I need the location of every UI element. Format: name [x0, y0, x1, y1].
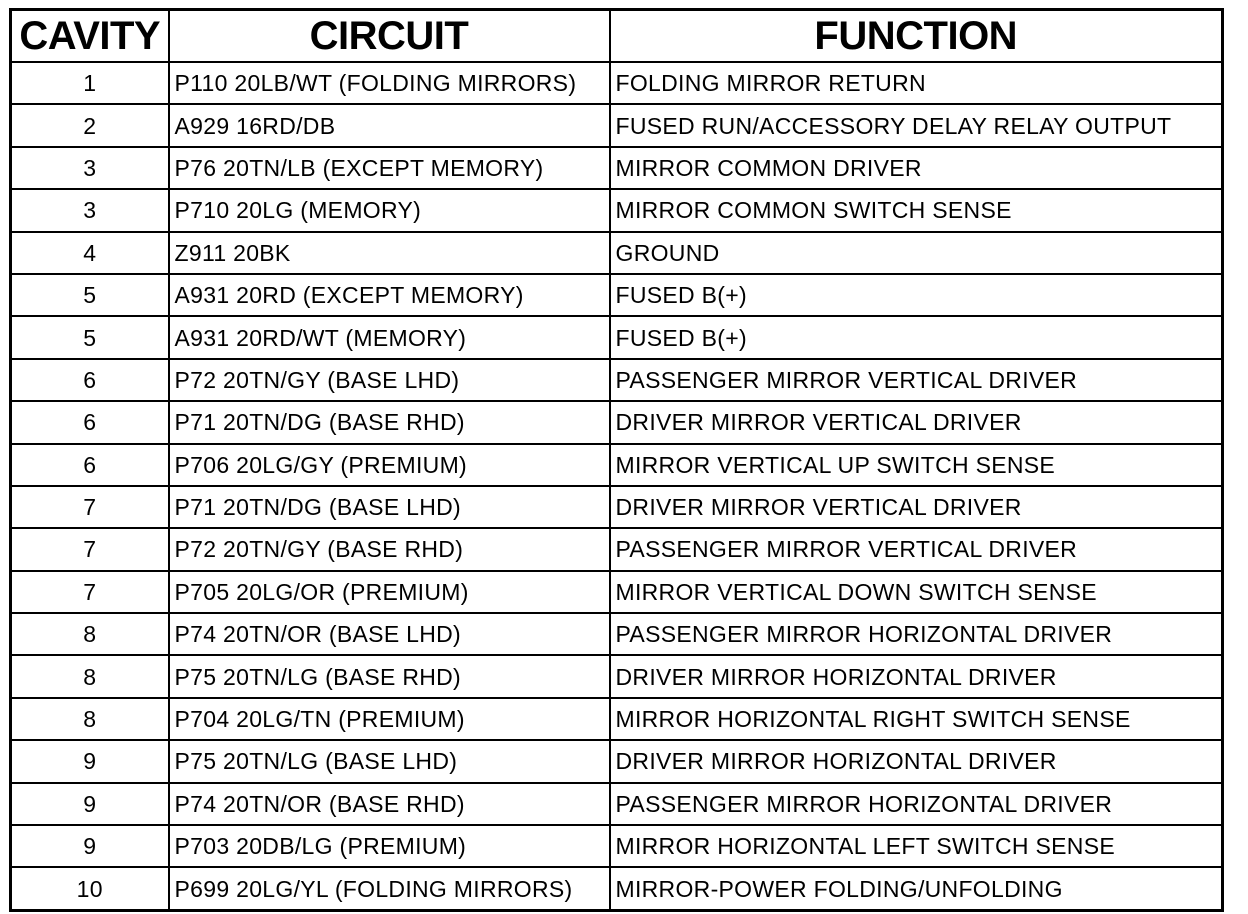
cavity-cell: 6	[11, 444, 169, 486]
cavity-cell: 3	[11, 189, 169, 231]
cavity-cell: 9	[11, 825, 169, 867]
cavity-cell: 7	[11, 528, 169, 570]
function-cell: FUSED B(+)	[610, 316, 1223, 358]
function-cell: FUSED RUN/ACCESSORY DELAY RELAY OUTPUT	[610, 104, 1223, 146]
function-cell: MIRROR COMMON SWITCH SENSE	[610, 189, 1223, 231]
function-cell: MIRROR VERTICAL UP SWITCH SENSE	[610, 444, 1223, 486]
circuit-cell: Z911 20BK	[169, 232, 610, 274]
cavity-cell: 8	[11, 613, 169, 655]
circuit-cell: P704 20LG/TN (PREMIUM)	[169, 698, 610, 740]
cavity-cell: 5	[11, 274, 169, 316]
table-row	[11, 359, 1223, 401]
circuit-cell: P110 20LB/WT (FOLDING MIRRORS)	[169, 62, 610, 104]
table-row	[11, 232, 1223, 274]
cavity-cell: 8	[11, 698, 169, 740]
table-row	[11, 613, 1223, 655]
cavity-cell: 6	[11, 401, 169, 443]
cavity-cell: 5	[11, 316, 169, 358]
circuit-cell: P71 20TN/DG (BASE RHD)	[169, 401, 610, 443]
function-cell: DRIVER MIRROR VERTICAL DRIVER	[610, 401, 1223, 443]
circuit-cell: A931 20RD/WT (MEMORY)	[169, 316, 610, 358]
table-row	[11, 698, 1223, 740]
function-cell: MIRROR VERTICAL DOWN SWITCH SENSE	[610, 571, 1223, 613]
circuit-cell: P75 20TN/LG (BASE LHD)	[169, 740, 610, 782]
circuit-cell: P76 20TN/LB (EXCEPT MEMORY)	[169, 147, 610, 189]
cavity-cell: 2	[11, 104, 169, 146]
table-row	[11, 316, 1223, 358]
function-cell: FUSED B(+)	[610, 274, 1223, 316]
circuit-cell: P699 20LG/YL (FOLDING MIRRORS)	[169, 867, 610, 910]
cavity-cell: 6	[11, 359, 169, 401]
table-body	[11, 62, 1223, 910]
function-cell: DRIVER MIRROR VERTICAL DRIVER	[610, 486, 1223, 528]
table-row	[11, 147, 1223, 189]
table-row	[11, 571, 1223, 613]
table-row	[11, 528, 1223, 570]
circuit-cell: A931 20RD (EXCEPT MEMORY)	[169, 274, 610, 316]
circuit-cell: P706 20LG/GY (PREMIUM)	[169, 444, 610, 486]
cavity-cell: 3	[11, 147, 169, 189]
circuit-cell: P72 20TN/GY (BASE LHD)	[169, 359, 610, 401]
function-cell: PASSENGER MIRROR VERTICAL DRIVER	[610, 528, 1223, 570]
circuit-cell: A929 16RD/DB	[169, 104, 610, 146]
function-cell: DRIVER MIRROR HORIZONTAL DRIVER	[610, 655, 1223, 697]
circuit-cell: P74 20TN/OR (BASE LHD)	[169, 613, 610, 655]
table-row	[11, 401, 1223, 443]
circuit-cell: P703 20DB/LG (PREMIUM)	[169, 825, 610, 867]
function-header: FUNCTION	[610, 10, 1223, 63]
function-cell: MIRROR-POWER FOLDING/UNFOLDING	[610, 867, 1223, 910]
table-row	[11, 825, 1223, 867]
table-row	[11, 486, 1223, 528]
cavity-header: CAVITY	[11, 10, 169, 63]
function-cell: PASSENGER MIRROR HORIZONTAL DRIVER	[610, 613, 1223, 655]
circuit-cell: P71 20TN/DG (BASE LHD)	[169, 486, 610, 528]
cavity-cell: 10	[11, 867, 169, 910]
table-row	[11, 189, 1223, 231]
cavity-cell: 9	[11, 740, 169, 782]
function-cell: MIRROR HORIZONTAL RIGHT SWITCH SENSE	[610, 698, 1223, 740]
table-row	[11, 655, 1223, 697]
function-cell: DRIVER MIRROR HORIZONTAL DRIVER	[610, 740, 1223, 782]
function-cell: FOLDING MIRROR RETURN	[610, 62, 1223, 104]
connector-pinout-table	[9, 8, 1224, 912]
circuit-cell: P72 20TN/GY (BASE RHD)	[169, 528, 610, 570]
cavity-cell: 4	[11, 232, 169, 274]
function-cell: MIRROR HORIZONTAL LEFT SWITCH SENSE	[610, 825, 1223, 867]
circuit-cell: P75 20TN/LG (BASE RHD)	[169, 655, 610, 697]
function-cell: MIRROR COMMON DRIVER	[610, 147, 1223, 189]
table-row	[11, 104, 1223, 146]
circuit-header: CIRCUIT	[169, 10, 610, 63]
circuit-cell: P705 20LG/OR (PREMIUM)	[169, 571, 610, 613]
function-cell: PASSENGER MIRROR HORIZONTAL DRIVER	[610, 783, 1223, 825]
circuit-cell: P74 20TN/OR (BASE RHD)	[169, 783, 610, 825]
cavity-cell: 7	[11, 571, 169, 613]
cavity-cell: 1	[11, 62, 169, 104]
table-row	[11, 274, 1223, 316]
function-cell: PASSENGER MIRROR VERTICAL DRIVER	[610, 359, 1223, 401]
cavity-cell: 8	[11, 655, 169, 697]
header-row	[11, 10, 1223, 63]
circuit-cell: P710 20LG (MEMORY)	[169, 189, 610, 231]
function-cell: GROUND	[610, 232, 1223, 274]
table-row	[11, 62, 1223, 104]
table-row	[11, 444, 1223, 486]
table-row	[11, 783, 1223, 825]
cavity-cell: 9	[11, 783, 169, 825]
table-row	[11, 740, 1223, 782]
cavity-cell: 7	[11, 486, 169, 528]
table-row	[11, 867, 1223, 910]
